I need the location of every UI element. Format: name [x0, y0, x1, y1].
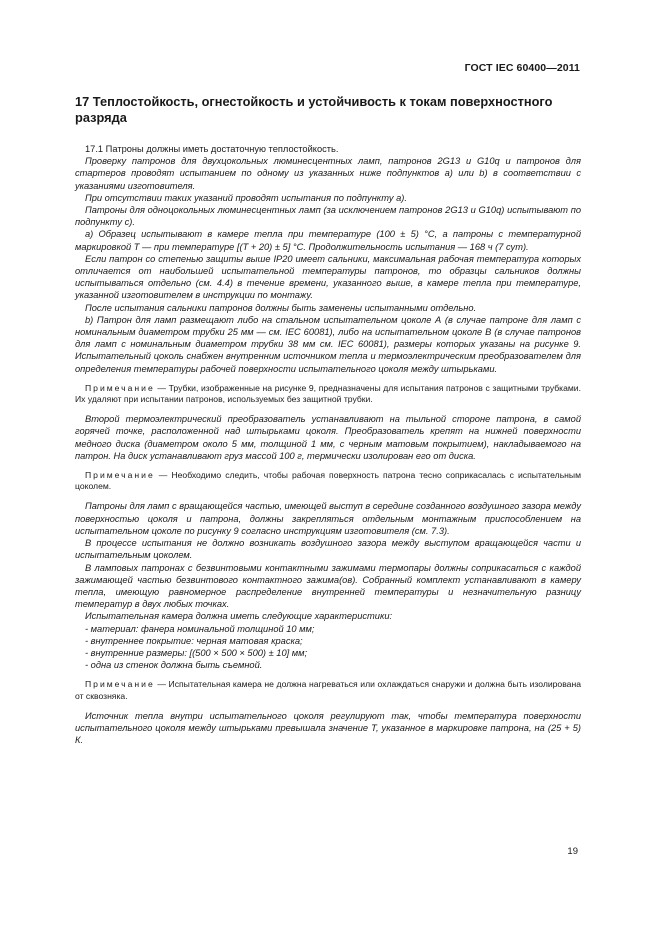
page-content — [75, 94, 581, 746]
list-item: - материал: фанера номинальной толщиной 10 мм; — [85, 623, 315, 634]
paragraph-chamber: Испытательная камера должна иметь следующие характеристики: — [85, 611, 393, 622]
paragraph-glands: Если патрон со степенью защиты выше IP20 имеет сальники, максимальная рабочая температура которых отличается от наибольшей испытательной температуры патронов, то образцы сальников должны испытываться отдельно (см. 4.4) в течение времени, указанного выше, в камере тепла при температуре, указанной изготовителем в инструкции по монтажу. — [75, 253, 581, 301]
note-3 — [75, 679, 581, 701]
paragraph-default-test: При отсутствии таких указаний проводят испытания по подпункту а). — [85, 192, 407, 203]
note-1-text: — Трубки, изображенные на рисунке 9, предназначены для испытания патронов с защитными трубками. Их удаляют при испытании патронов, используемых без защитной трубки. — [75, 382, 581, 405]
note-2-label: Примечание — [85, 470, 155, 481]
paragraph-rotating: Патроны для ламп с вращающейся частью, имеющей выступ в середине созданного воздушного зазора между поверхностью цоколя и патрона, должны закрепляться отдельным монтажным приспособлением на испытательном цоколе по рисунку 9 согласно инструкциям изготовителя (см. 7.3). — [75, 501, 581, 536]
paragraph-glands-replace: После испытания сальники патронов должны быть заменены испытанными отдельно. — [85, 302, 477, 313]
paragraph-thermocouple: Второй термоэлектрический преобразователь устанавливают на тыльной стороне патрона, в самой горячей точке, расположенной над штырьками цоколя. Преобразователь крепят на нижней поверхности медного диска (диаметром около 5 мм, толщиной 1 мм, с черным матовым покрытием), накладываемого на патрон. На диск устанавливают груз массой 100 г, термически изолирован его от диска. — [75, 414, 581, 461]
note-3-label: Примечание — [85, 679, 155, 690]
list-item: - внутренние размеры: [(500 × 500 × 500) ± 10] мм; — [85, 647, 308, 658]
document-header: ГОСТ IEC 60400—2011 — [464, 62, 580, 74]
paragraph-air-gap: В процессе испытания не должно возникать воздушного зазора между выступом вращающейся части и испытательным цоколем. — [75, 538, 581, 561]
paragraph-check-method: Проверку патронов для двухцокольных люминесцентных ламп, патронов 2G13 и G10q и патронов для стартеров проводят испытанием по одному из указанных ниже подпунктов а) или b) в соответствии с указаниями изготовителя. — [75, 156, 581, 191]
page-number: 19 — [567, 846, 578, 857]
section-title: 17 Теплостойкость, огнестойкость и устойчивость к токам поверхностного разряда — [75, 94, 553, 125]
paragraph-screwless: В ламповых патронах с безвинтовыми контактными зажимами термопары должны соприкасаться с каждой зажимающей частью безвинтового контактного зажима(ов). Собранный комплект устанавливают в камеру тепла, имеющую равномерное распределение внутренней температуры и незначительную разницу температур в двух любых точках. — [75, 562, 581, 610]
paragraph-item-b: b) Патрон для ламп размещают либо на стальном испытательном цоколе А (в случае патроне для ламп с номинальным диаметром трубки 25 мм — см. IEC 60081), либо на испытательном цоколе В (в случае патронов для ламп с номинальным диаметром трубки 38 мм см. IEC 60081), размеры которых указаны на рисунке 9. Испытательный цоколь снабжен внутренним источником тепла и термоэлектрическим преобразователем для определения температуры рабочей поверхности испытательного цоколя между штырьками. — [75, 314, 581, 374]
list-item: - одна из стенок должна быть съемной. — [85, 660, 263, 671]
paragraph-17-1: 17.1 Патроны должны иметь достаточную теплостойкость. — [85, 144, 339, 154]
note-1-label: Примечание — [85, 382, 155, 393]
note-2 — [75, 470, 581, 492]
note-1 — [75, 383, 581, 405]
paragraph-heat-source: Источник тепла внутри испытательного цоколя регулируют так, чтобы температура поверхности испытательного цоколя между штырьками превышала значение Т, указанное в маркировке патрона, на (25 + 5) К. — [75, 710, 581, 746]
list-item: - внутреннее покрытие: черная матовая краска; — [85, 635, 303, 646]
paragraph-single-cap: Патроны для одноцокольных люминесцентных ламп (за исключением патронов 2G13 и G10q) испытывают по подпункту с). — [75, 205, 581, 228]
note-3-text: — Испытательная камера не должна нагреваться или охлаждаться снаружи и должна быть изолирована от сквозняка. — [75, 679, 581, 701]
paragraph-item-a: а) Образец испытывают в камере тепла при температуре (100 ± 5) °С, а патроны с температурной маркировкой Т — при температуре [(Т + 20) ± 5] °С. Продолжительность испытания — 168 ч (7 сут). — [75, 229, 581, 252]
note-2-text: — Необходимо следить, чтобы рабочая поверхность патрона тесно соприкасалась с испытательным цоколем. — [75, 470, 581, 492]
